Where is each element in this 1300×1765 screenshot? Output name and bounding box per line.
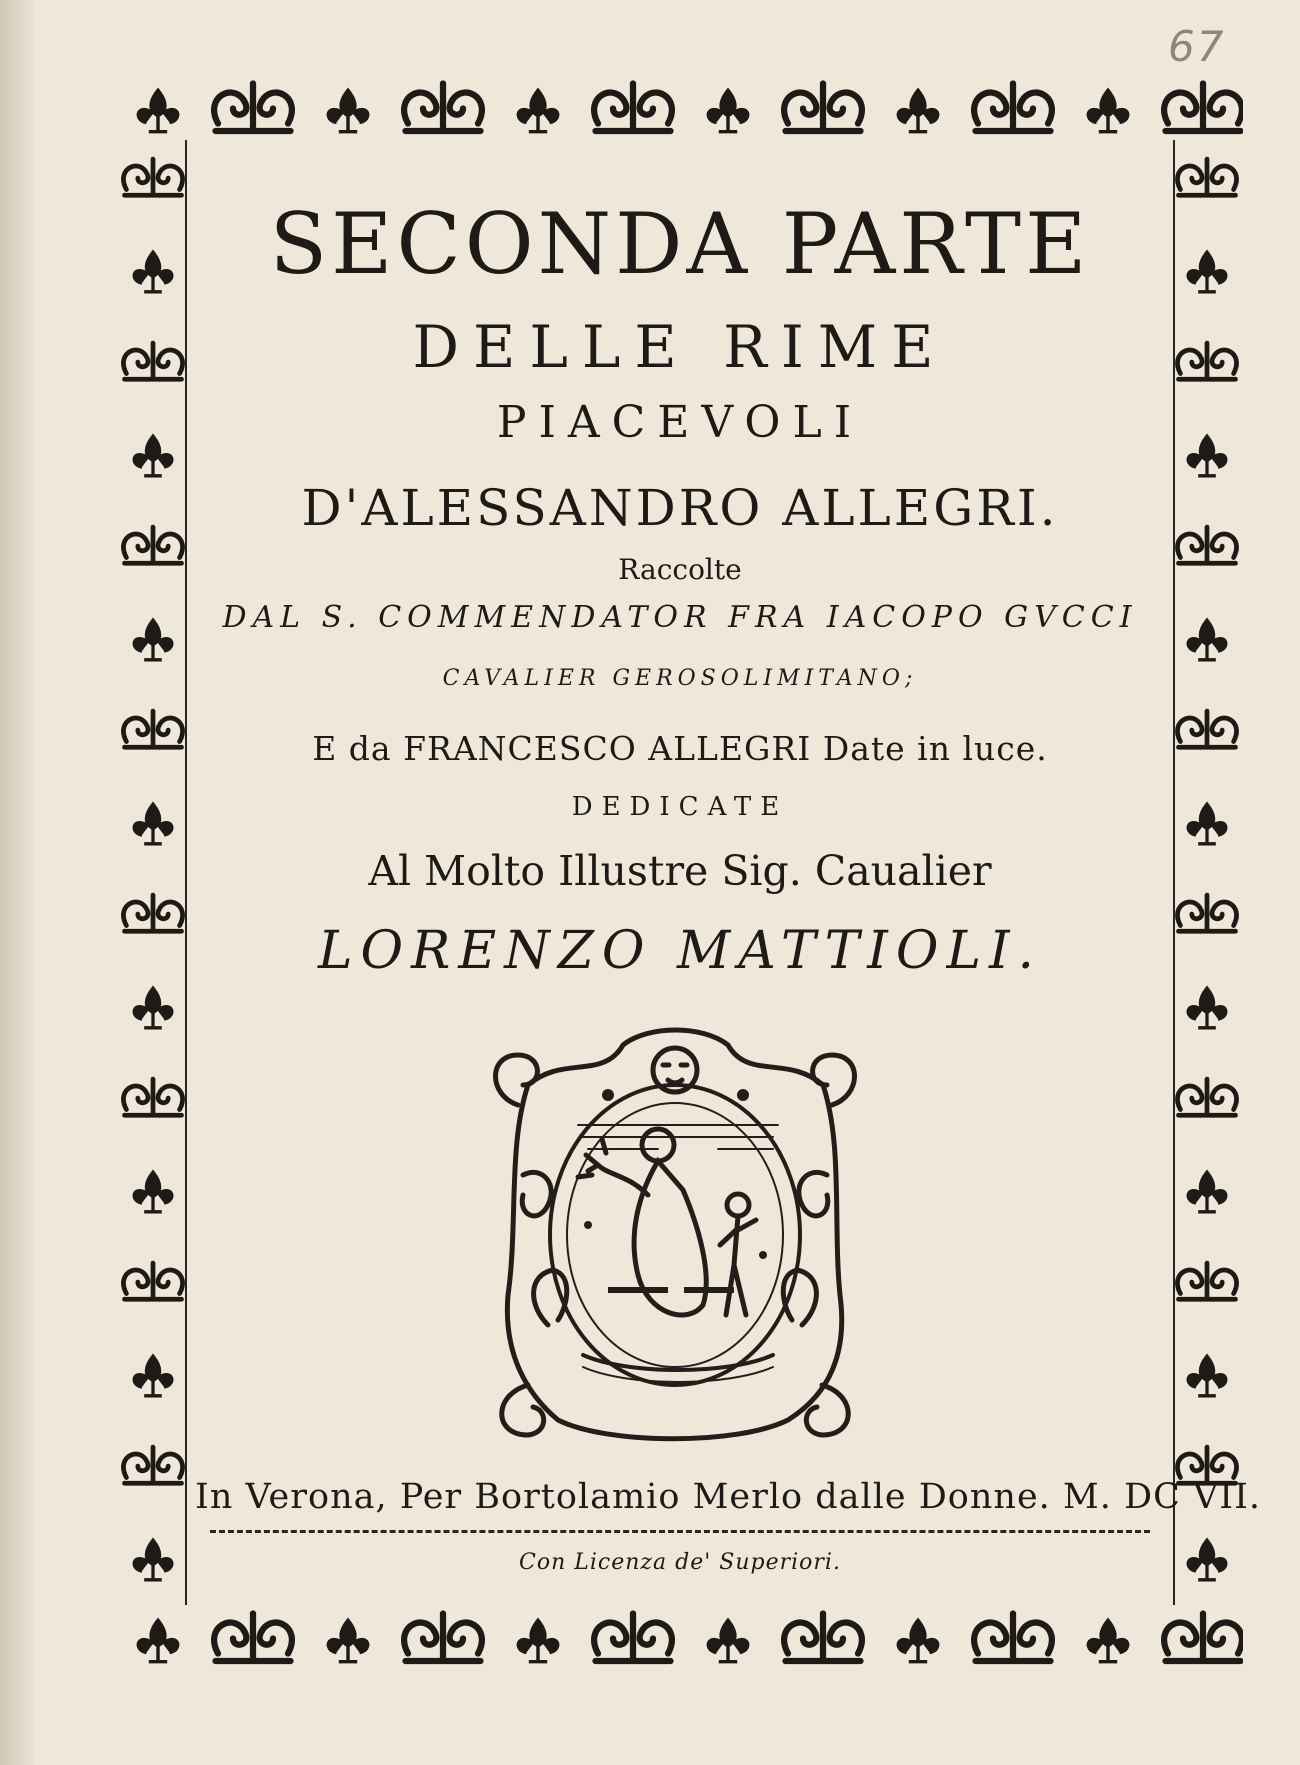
imprint-line: In Verona, Per Bortolamio Merlo dalle Donne. M. DC VII. — [195, 1477, 1262, 1517]
left-ornament-border — [118, 140, 188, 1610]
license-line: Con Licenza de' Superiori. — [519, 1550, 841, 1575]
ornament-column — [1177, 159, 1236, 1580]
editor-line-2: CAVALIER GEROSOLIMITANO; — [442, 666, 918, 691]
ornament-row — [138, 1614, 1242, 1662]
ornament-row — [138, 84, 1242, 132]
title-line-3: PIACEVOLI — [496, 397, 864, 448]
printer-device-woodcut — [488, 1025, 862, 1445]
top-ornament-border — [118, 72, 1243, 150]
dedicated-heading: DEDICATE — [571, 792, 789, 822]
dedicatee-name: LORENZO MATTIOLI. — [317, 921, 1043, 981]
title-line-4: D'ALESSANDRO ALLEGRI. — [301, 479, 1059, 537]
collected-by: Raccolte — [618, 553, 742, 586]
title-line-1: SECONDA PARTE — [269, 195, 1091, 293]
editor-line-1: DAL S. COMMENDATOR FRA IACOPO GVCCI — [222, 600, 1138, 635]
publisher-line: E da FRANCESCO ALLEGRI Date in luce. — [312, 729, 1048, 768]
folio-number: 67 — [1168, 22, 1226, 71]
right-ornament-border — [1172, 140, 1242, 1610]
title-line-2: DELLE RIME — [412, 313, 948, 381]
ornament-column — [123, 159, 182, 1580]
dedicatee-line: Al Molto Illustre Sig. Caualier — [368, 847, 992, 895]
bottom-ornament-border — [118, 1600, 1243, 1682]
binding-gutter — [0, 0, 34, 1765]
imprint-rule — [210, 1530, 1150, 1533]
